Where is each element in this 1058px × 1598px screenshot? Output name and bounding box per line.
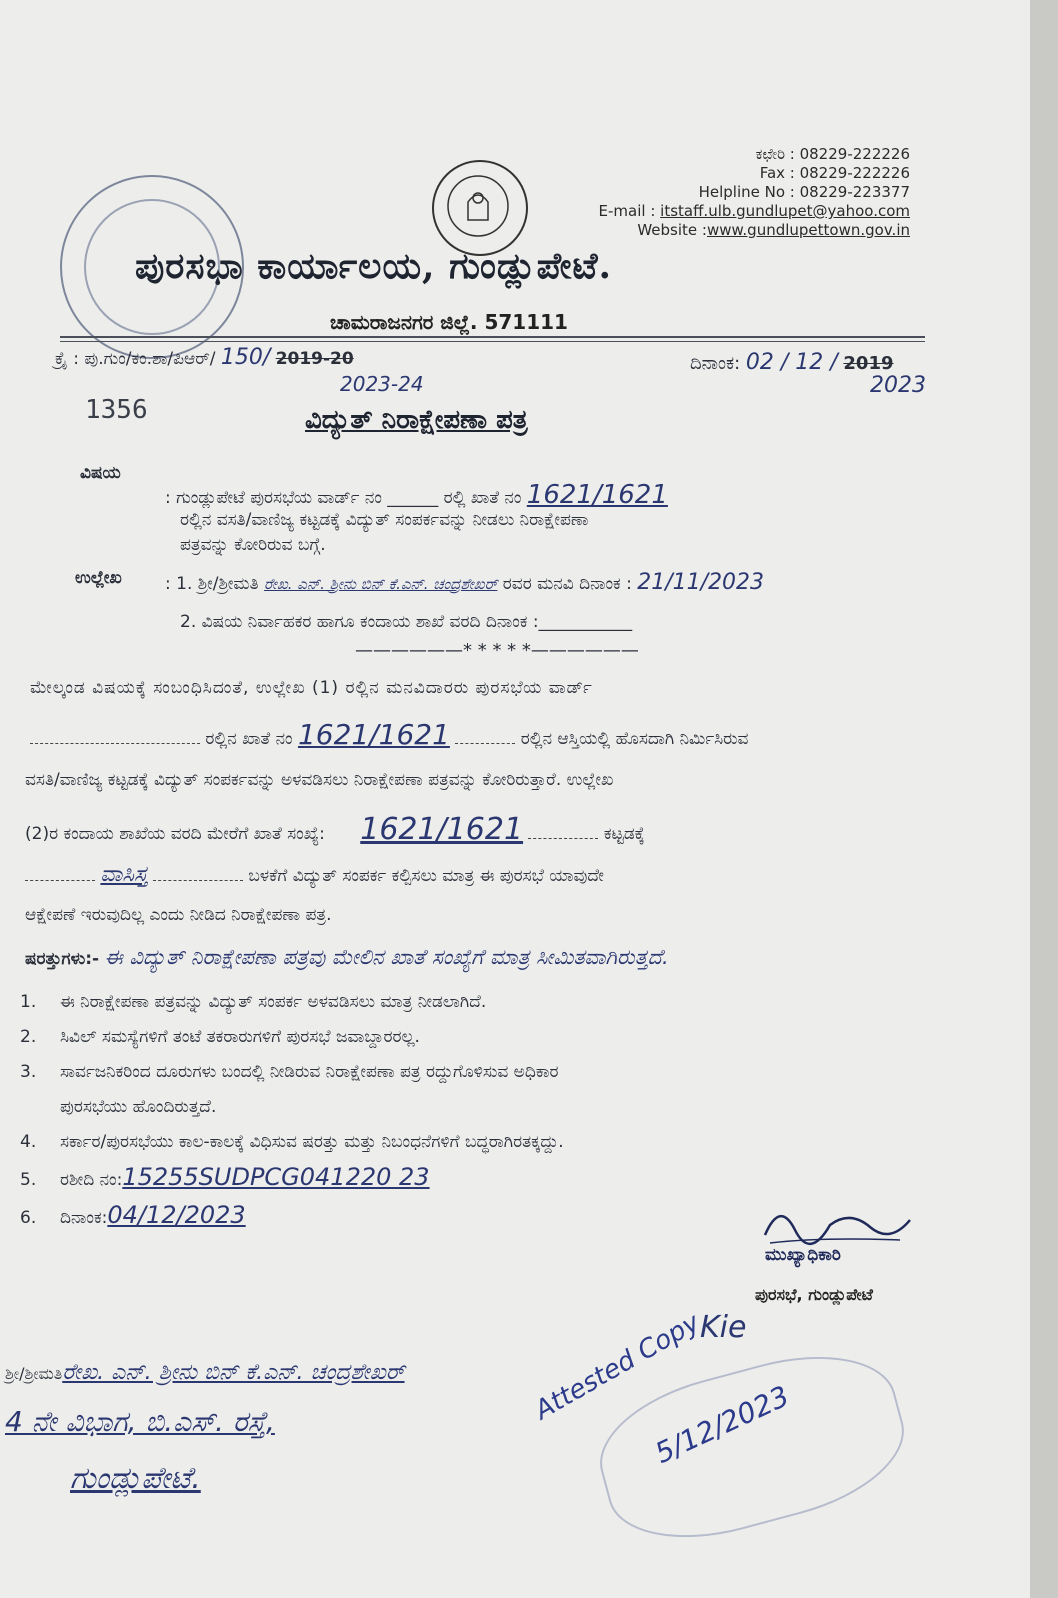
condition-item	[20, 1198, 564, 1236]
office-title: ಪುರಸಭಾ ಕಾರ್ಯಾಲಯ, ಗುಂಡ್ಲುಪೇಟೆ.	[135, 245, 613, 287]
condition-text: ಪುರಸಭೆಯು ಹೊಂದಿರುತ್ತದೆ.	[60, 1097, 217, 1117]
addressee-name: ರೇಖ. ಎನ್. ಶ್ರೀನು ಬಿನ್ ಕೆ.ಎನ್. ಚಂದ್ರಶೇಖರ್	[62, 1360, 405, 1385]
body-line-6: ಆಕ್ಷೇಪಣೆ ಇರುವುದಿಲ್ಲ ಎಂದು ನೀಡಿದ ನಿರಾಕ್ಷೇಪಣಾ ಪತ್ರ.	[25, 905, 332, 925]
condition-text: ಸರ್ಕಾರ/ಪುರಸಭೆಯು ಕಾಲ-ಕಾಲಕ್ಕೆ ವಿಧಿಸುವ ಷರತ್ತು ಮತ್ತು ನಿಬಂಧನೆಗಳಿಗೆ ಬದ್ಧರಾಗಿರತಕ್ಕದ್ದು.	[60, 1132, 564, 1152]
date-year-struck: 2019	[843, 353, 894, 374]
reference-number-row	[55, 345, 354, 370]
condition-number: 1.	[20, 992, 37, 1012]
subject-text-1: : ಗುಂಡ್ಲುಪೇಟೆ ಪುರಸಭೆಯ ವಾರ್ಡ್ ನಂ ______ ರಲ್ಲಿ ಖಾತೆ ನಂ	[165, 488, 522, 508]
subject-line-1	[165, 480, 668, 510]
subject-line-3: ಪತ್ರವನ್ನು ಕೋರಿರುವ ಬಗ್ಗೆ.	[180, 535, 326, 555]
condition-number: 5.	[20, 1170, 37, 1190]
reference-item-1	[165, 570, 764, 595]
body-line-4-post: ಕಟ್ಟಡಕ್ಕೆ	[603, 824, 645, 844]
separator: ——————* * * * *——————	[355, 640, 639, 661]
subject-line-2: ರಲ್ಲಿನ ವಸತಿ/ವಾಣಿಜ್ಯ ಕಟ್ಟಡಕ್ಕೆ ವಿದ್ಯುತ್ ಸಂಪರ್ಕವನ್ನು ನೀಡಲು ನಿರಾಕ್ಷೇಪಣಾ	[180, 510, 589, 530]
body-line-4-pre: (2)ರ ಕಂದಾಯ ಶಾಖೆಯ ವರದಿ ಮೇರೆಗೆ ಖಾತೆ ಸಂಖ್ಯೆ:	[25, 824, 325, 844]
condition-text: ದಿನಾಂಕ:	[60, 1208, 108, 1228]
body-line-2-khata: 1621/1621	[297, 718, 450, 751]
officer-title-1: ಮುಖ್ಯಾಧಿಕಾರಿ	[765, 1245, 841, 1265]
condition-text: ಸಾರ್ವಜನಿಕರಿಂದ ದೂರುಗಳು ಬಂದಲ್ಲಿ ನೀಡಿರುವ ನಿರಾಕ್ಷೇಪಣಾ ಪತ್ರ ರದ್ದುಗೊಳಿಸುವ ಅಧಿಕಾರ	[60, 1062, 559, 1082]
addressee-block	[5, 1360, 405, 1496]
condition-item	[20, 1090, 564, 1125]
condition-text: ಸಿವಿಲ್ ಸಮಸ್ಯೆಗಳಿಗೆ ತಂಟೆ ತಕರಾರುಗಳಿಗೆ ಪುರಸಭೆ ಜವಾಬ್ದಾರರಲ್ಲ.	[60, 1027, 420, 1047]
header-rule-1	[60, 336, 925, 338]
date-year-new: 2023	[870, 373, 926, 398]
ward-blank	[30, 743, 200, 744]
reference-item-1-suffix: ರವರ ಮನವಿ ದಿನಾಂಕ :	[502, 574, 632, 594]
conditions-label: ಷರತ್ತುಗಳು:-	[25, 949, 100, 969]
body-line-4-khata: 1621/1621	[360, 812, 524, 847]
usage-type: ವಾಸಿಸ್ತ	[100, 862, 148, 887]
reference-item-1-name: ರೇಖ. ಎನ್. ಶ್ರೀನು ಬಿನ್ ಕೆ.ಎನ್. ಚಂದ್ರಶೇಖರ್	[264, 575, 498, 593]
state-emblem	[432, 160, 528, 256]
subject-khata: 1621/1621	[526, 480, 668, 510]
body-line-4	[25, 812, 645, 847]
officer-title-2: ಪುರಸಭೆ, ಗುಂಡ್ಲುಪೇಟೆ	[755, 1285, 873, 1304]
body-line-2-blank	[455, 743, 515, 744]
body-line-5	[25, 862, 604, 887]
reference-item-1-date: 21/11/2023	[637, 570, 765, 595]
date-label: ದಿನಾಂಕ:	[690, 353, 741, 374]
conditions-handwritten: ಈ ವಿದ್ಯುತ್ ನಿರಾಕ್ಷೇಪಣಾ ಪತ್ರವು ಮೇಲಿನ ಖಾತೆ ಸಂಖ್ಯೆಗೆ ಮಾತ್ರ ಸೀಮಿತವಾಗಿರುತ್ತದೆ.	[104, 945, 669, 969]
body-line-3: ವಸತಿ/ವಾಣಿಜ್ಯ ಕಟ್ಟಡಕ್ಕೆ ವಿದ್ಯುತ್ ಸಂಪರ್ಕವನ್ನು ಅಳವಡಿಸಲು ನಿರಾಕ್ಷೇಪಣಾ ಪತ್ರವನ್ನು ಕೋರಿರುತ್ತಾರೆ. ಉಲ್ಲೇಖ	[25, 770, 614, 790]
initial-mark: Kie	[700, 1310, 747, 1345]
email-address: itstaff.ulb.gundlupet@yahoo.com	[660, 202, 910, 220]
website-label: Website :	[637, 221, 707, 239]
attestation-date: 5/12/2023	[650, 1379, 795, 1470]
reference-item-1-prefix: : 1. ಶ್ರೀ/ಶ್ರೀಮತಿ	[165, 574, 259, 594]
receipt-number: 15255SUDPCG041220 23	[122, 1163, 430, 1191]
reference-item-2: 2. ವಿಷಯ ನಿರ್ವಾಹಕರ ಹಾಗೂ ಕಂದಾಯ ಶಾಖೆ ವರದಿ ದಿನಾಂಕ :___________	[180, 612, 633, 632]
helpline-number: Helpline No : 08229-223377	[698, 183, 910, 201]
inward-number: 1356	[85, 395, 148, 425]
website-url: www.gundlupettown.gov.in	[706, 221, 910, 239]
body-line-2-pre: ರಲ್ಲಿನ ಖಾತೆ ನಂ	[205, 729, 293, 749]
addressee-line-2: 4 ನೇ ವಿಭಾಗ, ಬಿ.ಎಸ್. ರಸ್ತೆ,	[5, 1405, 275, 1438]
usage-blank-left	[25, 880, 95, 881]
contact-block	[599, 145, 910, 240]
condition-item	[20, 985, 564, 1020]
document-title: ವಿದ್ಯುತ್ ನಿರಾಕ್ಷೇಪಣಾ ಪತ್ರ	[305, 405, 528, 435]
condition-number: 3.	[20, 1062, 37, 1082]
condition-text: ಈ ನಿರಾಕ್ಷೇಪಣಾ ಪತ್ರವನ್ನು ವಿದ್ಯುತ್ ಸಂಪರ್ಕ ಅಳವಡಿಸಲು ಮಾತ್ರ ನೀಡಲಾಗಿದೆ.	[60, 992, 487, 1012]
phone-number: ಕಛೇರಿ : 08229-222226	[755, 145, 910, 163]
ref-prefix: ಕ್ರೈ : ಪು.ಗುಂ/ಕಂ.ಶಾ/ಪಿಆರ್/	[55, 349, 216, 369]
body-line-4-blank	[528, 838, 598, 839]
email-label: E-mail :	[598, 202, 661, 220]
date-day-month: 02 / 12 /	[745, 350, 838, 375]
addressee-prefix: ಶ್ರೀ/ಶ್ರೀಮತಿ	[5, 1364, 63, 1383]
condition-item	[20, 1160, 564, 1198]
condition-number: 6.	[20, 1208, 37, 1228]
receipt-date: 04/12/2023	[107, 1201, 246, 1229]
condition-item	[20, 1020, 564, 1055]
district-line: ಚಾಮರಾಜನಗರ ಜಿಲ್ಲೆ. 571111	[330, 310, 568, 334]
body-line-2-post: ರಲ್ಲಿನ ಆಸ್ತಿಯಲ್ಲಿ ಹೊಸದಾಗಿ ನಿರ್ಮಿಸಿರುವ	[520, 729, 749, 749]
condition-number: 2.	[20, 1027, 37, 1047]
next-page-edge	[1030, 0, 1058, 1598]
reference-label: ಉಲ್ಲೇಖ	[75, 568, 122, 588]
body-line-5-post: ಬಳಕೆಗೆ ವಿದ್ಯುತ್ ಸಂಪರ್ಕ ಕಲ್ಪಿಸಲು ಮಾತ್ರ ಈ ಪುರಸಭೆ ಯಾವುದೇ	[248, 866, 604, 886]
condition-text: ರಶೀದಿ ನಂ:	[60, 1170, 123, 1190]
body-line-2	[30, 718, 748, 751]
attestation-text: Attested Copy	[530, 1307, 705, 1426]
usage-blank-right	[153, 880, 243, 881]
condition-item	[20, 1125, 564, 1160]
ref-number: 150/	[220, 345, 271, 370]
date-row	[690, 350, 894, 375]
fax-number: Fax : 08229-222226	[759, 164, 910, 182]
conditions-list	[20, 985, 564, 1236]
ref-year-struck: 2019-20	[275, 349, 354, 369]
addressee-line-3: ಗುಂಡ್ಲುಪೇಟೆ.	[70, 1461, 201, 1496]
header-rule-2	[60, 341, 925, 342]
condition-item	[20, 1055, 564, 1090]
condition-number: 4.	[20, 1132, 37, 1152]
body-line-1: ಮೇಲ್ಕಂಡ ವಿಷಯಕ್ಕೆ ಸಂಬಂಧಿಸಿದಂತೆ, ಉಲ್ಲೇಖ (1) ರಲ್ಲಿನ ಮನವಿದಾರರು ಪುರಸಭೆಯ ವಾರ್ಡ್	[30, 678, 593, 698]
ref-year-new: 2023-24	[340, 372, 424, 396]
subject-label: ವಿಷಯ	[80, 463, 121, 483]
conditions-header	[25, 945, 669, 970]
